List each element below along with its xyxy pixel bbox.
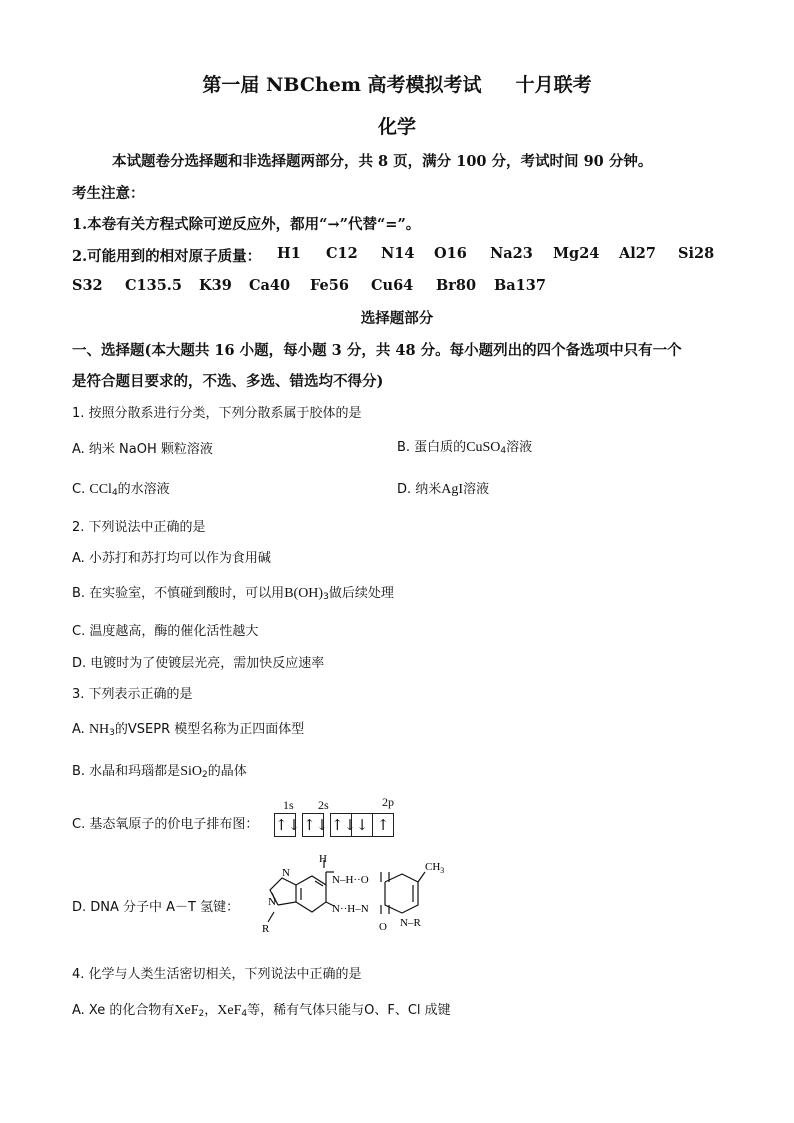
mass-item: S32 <box>72 277 103 294</box>
q2-b-post: 做后续处理 <box>328 586 394 601</box>
mass-item: Br80 <box>436 277 477 294</box>
exam-title <box>0 70 794 97</box>
q4-a-formula-1: XeF <box>174 1003 199 1018</box>
q3-option-c: C. 基态氧原子的价电子排布图： <box>72 817 259 832</box>
orbital-label-2p: 2p <box>382 795 394 809</box>
q3-a-post: 的VSEPR 模型名称为正四面体型 <box>114 722 305 737</box>
q2-b-sub: 3 <box>323 592 329 602</box>
q3-b-text: B. 水晶和玛瑙都是 <box>72 764 181 779</box>
mass-item: N14 <box>381 245 415 262</box>
q1-option-c <box>72 478 170 498</box>
note-2-label: 2.可能用到的相对原子质量： <box>72 248 262 265</box>
orbital-label-1s: 1s <box>283 798 294 812</box>
q2-b-text: B. 在实验室，不慎碰到酸时，可以用 <box>72 586 285 601</box>
section-heading-line-2: 是符合题目要求的，不选、多选、错选均不得分) <box>72 373 384 390</box>
q1-c-formula: CCl <box>89 482 112 497</box>
q1-b-post: 溶液 <box>506 440 533 455</box>
section-heading-line-1: 一、选择题(本大题共 16 小题，每小题 3 分，共 48 分。每小题列出的四个备选项中只有一个 <box>72 342 682 359</box>
section-title: 选择题部分 <box>360 310 434 327</box>
q4-a-formula-2: XeF <box>217 1003 242 1018</box>
dna-h-label: H <box>319 853 327 865</box>
dna-n-label: N <box>268 896 276 908</box>
mass-item: C135.5 <box>125 277 182 294</box>
dna-r-label: R <box>262 923 270 935</box>
q1-c-sub: 4 <box>111 488 118 498</box>
q1-c-post: 的水溶液 <box>117 482 170 497</box>
orbital-box: ↑↓ <box>330 813 352 837</box>
q4-a-sub-2: 4 <box>241 1009 248 1019</box>
question-2-stem: 2. 下列说法中正确的是 <box>72 520 206 535</box>
mass-item: Na23 <box>490 245 533 262</box>
q4-a-post: 等，稀有气体只能与O、F、Cl 成键 <box>247 1003 451 1018</box>
exam-title-left: 第一届 NBChem 高考模拟考试 <box>202 74 482 96</box>
orbital-label-2s: 2s <box>318 798 329 812</box>
orbital-diagram <box>274 795 444 843</box>
q3-a-formula: NH <box>88 722 110 737</box>
dna-o-label: O <box>379 921 387 933</box>
notes-title: 考生注意： <box>72 185 145 202</box>
q1-b-sub: 4 <box>500 446 507 456</box>
q2-option-b <box>72 582 394 602</box>
exam-title-right: 十月联考 <box>515 74 592 96</box>
mass-item: Ca40 <box>249 277 291 294</box>
q4-a-mid: ， <box>204 1003 218 1018</box>
dna-n-h-n-label: N··H–N <box>332 903 369 915</box>
exam-description: 本试题卷分选择题和非选择题两部分，共 8 页，满分 100 分，考试时间 90 分钟。 <box>112 153 653 170</box>
q2-option-a: A. 小苏打和苏打均可以作为食用碱 <box>72 551 271 566</box>
orbital-box: ↓ <box>352 813 373 837</box>
q2-option-c: C. 温度越高，酶的催化活性越大 <box>72 624 259 639</box>
q1-d-text: D. 纳米 <box>397 482 442 497</box>
q3-a-text: A. <box>72 722 85 737</box>
q1-d-formula: AgI <box>441 482 464 497</box>
mass-item: Fe56 <box>310 277 349 294</box>
note-1: 1.本卷有关方程式除可逆反应外，都用“→”代替“=”。 <box>72 216 421 233</box>
q4-a-text: A. Xe 的化合物有 <box>72 1003 175 1018</box>
q1-d-post: 溶液 <box>463 482 490 497</box>
dna-ch3-label <box>425 861 444 875</box>
q2-option-d: D. 电镀时为了使镀层光亮，需加快反应速率 <box>72 656 325 671</box>
q1-option-a: A. 纳米 NaOH 颗粒溶液 <box>72 442 213 457</box>
orbital-1s <box>274 813 301 837</box>
subject-title: 化学 <box>377 116 416 138</box>
dna-n-label: N <box>282 867 290 879</box>
orbital-box: ↑↓ <box>274 813 296 837</box>
question-1-stem: 1. 按照分散系进行分类，下列分散系属于胶体的是 <box>72 406 362 421</box>
mass-item: C12 <box>326 245 358 262</box>
q3-b-sub: 2 <box>201 770 208 780</box>
q3-option-b <box>72 760 247 780</box>
q1-option-b <box>397 436 532 456</box>
mass-item: Ba137 <box>494 277 546 294</box>
q3-b-formula: SiO <box>180 764 202 779</box>
orbital-2s <box>302 813 329 837</box>
mass-item: Si28 <box>678 245 715 262</box>
orbital-2p <box>330 813 394 837</box>
mass-item: K39 <box>199 277 232 294</box>
q3-b-post: 的晶体 <box>207 764 247 779</box>
q4-option-a <box>72 999 451 1019</box>
dna-hydrogen-bond-structure <box>260 850 450 950</box>
question-3-stem: 3. 下列表示正确的是 <box>72 687 193 702</box>
dna-n-r-label: N–R <box>400 917 421 929</box>
q3-a-sub: 3 <box>109 728 115 738</box>
q1-c-text: C. <box>72 482 86 497</box>
ch3-sub: 3 <box>440 866 445 875</box>
q3-option-d: D. DNA 分子中 A－T 氢键： <box>72 900 240 915</box>
q3-option-a <box>72 718 304 738</box>
dna-nh-o-label: N–H··O <box>332 874 369 886</box>
orbital-box: ↑ <box>373 813 394 837</box>
ch3-text: CH <box>425 861 441 873</box>
q2-b-formula: B(OH) <box>284 586 324 601</box>
q4-a-sub-1: 2 <box>198 1009 205 1019</box>
q1-option-d <box>397 478 489 498</box>
mass-item: H1 <box>277 245 301 262</box>
q1-b-formula: CuSO <box>466 440 501 455</box>
mass-item: Cu64 <box>371 277 414 294</box>
orbital-box: ↑↓ <box>302 813 324 837</box>
q1-b-text: B. 蛋白质的 <box>397 440 467 455</box>
question-4-stem: 4. 化学与人类生活密切相关，下列说法中正确的是 <box>72 967 362 982</box>
mass-item: Al27 <box>619 245 656 262</box>
mass-item: Mg24 <box>553 245 600 262</box>
mass-item: O16 <box>434 245 467 262</box>
